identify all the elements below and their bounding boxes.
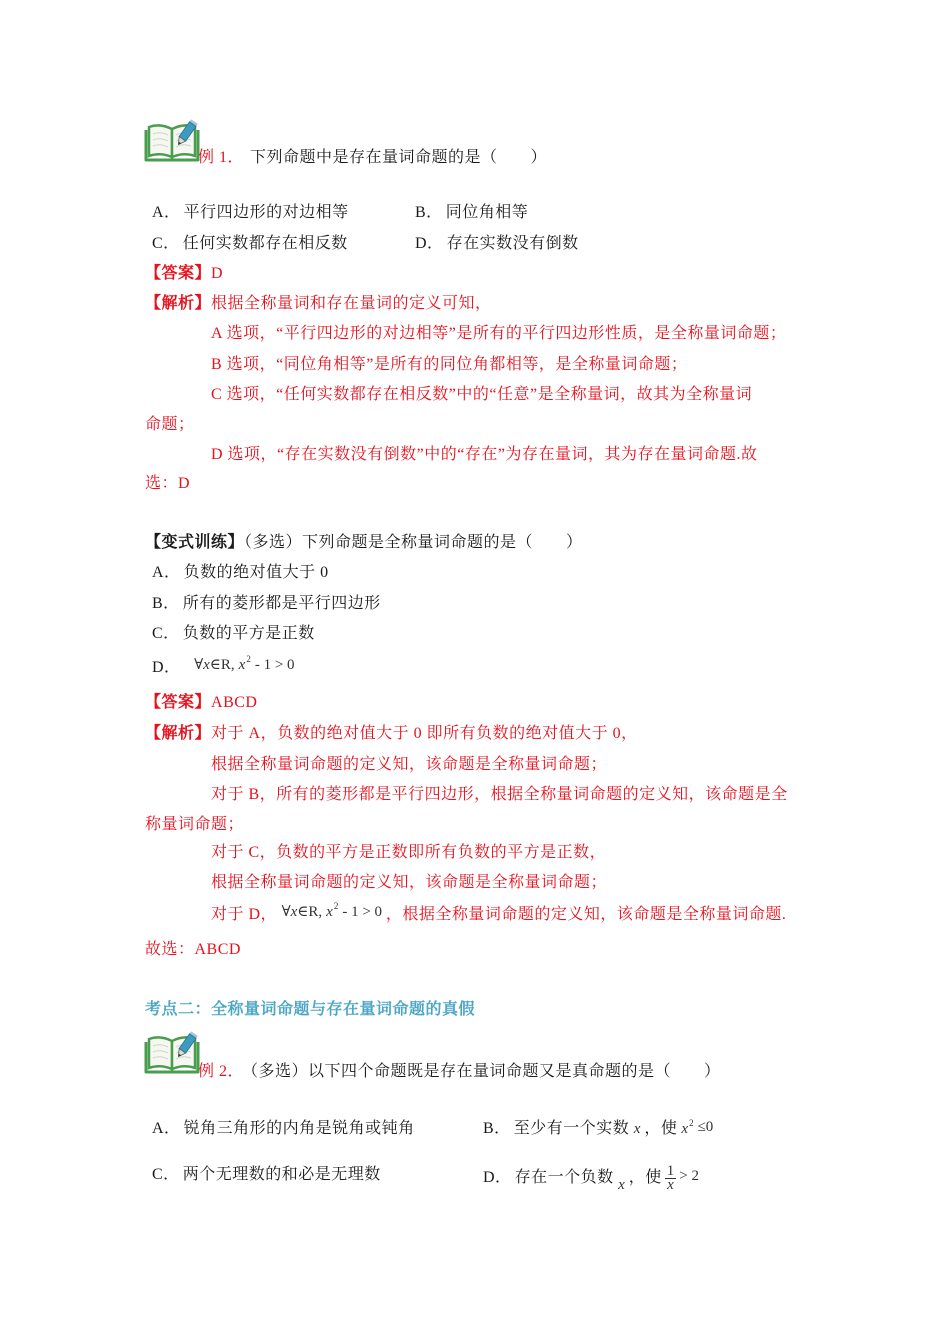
math-base: x — [681, 1121, 689, 1137]
fraction-denominator: x — [667, 1177, 674, 1193]
math-quantifier: ∀ — [194, 657, 204, 673]
example1-option-c — [152, 234, 348, 254]
analysis-label: 【解析】 — [145, 295, 212, 312]
book-pencil-icon-graphic — [143, 1028, 201, 1074]
option-key: B． — [415, 204, 443, 221]
option-key: A． — [152, 564, 181, 581]
example2-label: 例 2． — [198, 1063, 245, 1080]
variant-analysis-line-2: 根据全称量词命题的定义知，该命题是全称量词命题； — [211, 756, 608, 773]
option-text: 负数的平方是正数 — [182, 625, 315, 642]
math-variable-expression — [634, 1121, 641, 1137]
math-base: x — [326, 904, 333, 920]
math-exponent: 2 — [333, 901, 339, 911]
math-set: R, — [220, 657, 235, 673]
option-text: 同位角相等 — [445, 204, 529, 221]
option-text: 所有的菱形都是平行四边形 — [182, 595, 381, 612]
option-text: 负数的绝对值大于 0 — [183, 564, 329, 581]
analysis-suffix: ，根据全称量词命题的定义知，该命题是全称量词命题. — [385, 906, 787, 923]
math-expression — [194, 654, 295, 673]
option-key: A． — [152, 204, 181, 221]
answer-label: 【答案】 — [145, 694, 212, 711]
example2-option-b — [483, 1119, 713, 1139]
example2-question: （多选）以下四个命题既是存在量词命题又是真命题的是（ ） — [250, 1063, 721, 1080]
option-text-mid: ，使 — [628, 1168, 662, 1186]
option-text: 两个无理数的和必是无理数 — [182, 1166, 381, 1183]
example1-analysis-line-6: D 选项，“存在实数没有倒数”中的“存在”为存在量词，其为存在量词命题.故 — [211, 446, 758, 463]
option-key: B． — [152, 595, 180, 612]
math-exponent: 2 — [246, 654, 251, 664]
option-text: 平行四边形的对边相等 — [183, 204, 349, 221]
option-text: 至少有一个实数 — [513, 1120, 630, 1137]
answer-label: 【答案】 — [145, 265, 212, 282]
variant-conclusion: 故选：ABCD — [145, 941, 241, 958]
variant-analysis-line-6: 根据全称量词命题的定义知，该命题是全称量词命题； — [211, 874, 608, 891]
math-exponent: 2 — [689, 1118, 694, 1128]
answer-value: D — [211, 265, 224, 282]
fraction-numerator: 1 — [666, 1163, 675, 1179]
book-pencil-icon — [143, 116, 201, 162]
math-variable-expression — [618, 1177, 625, 1193]
analysis-text: 对于 A，负数的绝对值大于 0 即所有负数的绝对值大于 0， — [211, 725, 638, 742]
option-key: B． — [483, 1120, 511, 1137]
analysis-text: 根据全称量词和存在量词的定义可知， — [211, 295, 492, 312]
math-fraction — [665, 1165, 677, 1192]
option-text: 存在一个负数 — [514, 1168, 614, 1186]
book-pencil-icon-graphic — [143, 116, 201, 162]
math-rest: > 2 — [679, 1167, 699, 1184]
variant-analysis-line-3: 对于 B，所有的菱形都是平行四边形，根据全称量词命题的定义知，该命题是全 — [211, 786, 788, 803]
option-text: 任何实数都存在相反数 — [182, 235, 348, 252]
example1-question: 下列命题中是存在量词命题的是（ ） — [250, 149, 548, 166]
math-variable: x — [203, 657, 210, 673]
math-member: ∈ — [297, 904, 309, 920]
math-member: ∈ — [209, 657, 221, 673]
example1-option-d — [415, 234, 579, 254]
variant-question-line — [145, 533, 583, 553]
math-rest: - 1 > 0 — [254, 657, 295, 673]
variant-option-a — [152, 563, 329, 583]
analysis-label: 【解析】 — [145, 725, 212, 742]
example1-analysis-line-1 — [145, 294, 492, 314]
math-expression — [662, 1163, 699, 1193]
variant-label: 【变式训练】 — [145, 534, 245, 551]
example1-option-b — [415, 203, 528, 223]
example1-question-line — [198, 148, 547, 168]
example2-option-a — [152, 1119, 415, 1139]
math-set: R, — [308, 904, 323, 920]
math-quantifier: ∀ — [281, 904, 291, 920]
example1-analysis-line-2: A 选项，“平行四边形的对边相等”是所有的平行四边形性质，是全称量词命题； — [211, 325, 787, 342]
option-key: C． — [152, 1166, 180, 1183]
option-key: C． — [152, 625, 180, 642]
variant-analysis-line-4: 称量词命题； — [145, 816, 245, 833]
example1-answer — [145, 264, 223, 284]
variant-answer — [145, 693, 257, 713]
math-variable: x — [633, 1121, 641, 1137]
section-heading: 考点二：全称量词命题与存在量词命题的真假 — [145, 1001, 476, 1018]
answer-value: ABCD — [211, 694, 258, 711]
example1-option-a — [152, 203, 349, 223]
example1-analysis-line-4: C 选项，“任何实数都存在相反数”中的“任意”是全称量词，故其为全称量词 — [211, 386, 753, 403]
math-variable: x — [290, 904, 298, 920]
variant-question: （多选）下列命题是全称量词命题的是（ ） — [244, 534, 583, 551]
example1-label: 例 1． — [198, 149, 245, 166]
math-base: x — [238, 657, 246, 673]
variant-analysis-line-1 — [145, 724, 638, 744]
math-rest: - 1 > 0 — [342, 904, 383, 920]
math-expression — [681, 1118, 714, 1137]
example2-question-line — [198, 1062, 721, 1082]
example2-option-d — [483, 1163, 699, 1193]
option-text: 存在实数没有倒数 — [446, 235, 579, 252]
math-variable: x — [618, 1176, 625, 1193]
variant-analysis-line-5: 对于 C，负数的平方是正数即所有负数的平方是正数， — [211, 844, 607, 861]
variant-option-d — [152, 654, 295, 678]
option-key: D． — [152, 659, 181, 676]
example1-analysis-line-5: 命题； — [145, 416, 195, 433]
option-key: D． — [415, 235, 444, 252]
variant-analysis-line-7 — [211, 901, 787, 925]
math-expression — [281, 901, 386, 920]
option-text: 锐角三角形的内角是锐角或钝角 — [183, 1120, 415, 1137]
option-key: D． — [483, 1168, 512, 1186]
example1-analysis-line-3: B 选项，“同位角相等”是所有的同位角都相等，是全称量词命题； — [211, 356, 688, 373]
variant-option-b — [152, 594, 381, 614]
analysis-prefix: 对于 D， — [211, 906, 278, 923]
variant-option-c — [152, 624, 315, 644]
option-text-mid: ，使 — [644, 1120, 678, 1137]
example1-analysis-line-7: 选：D — [145, 475, 191, 492]
option-key: C． — [152, 235, 180, 252]
option-key: A． — [152, 1120, 181, 1137]
book-pencil-icon — [143, 1028, 201, 1074]
math-rest: ≤0 — [697, 1119, 714, 1135]
example2-option-c — [152, 1165, 381, 1185]
